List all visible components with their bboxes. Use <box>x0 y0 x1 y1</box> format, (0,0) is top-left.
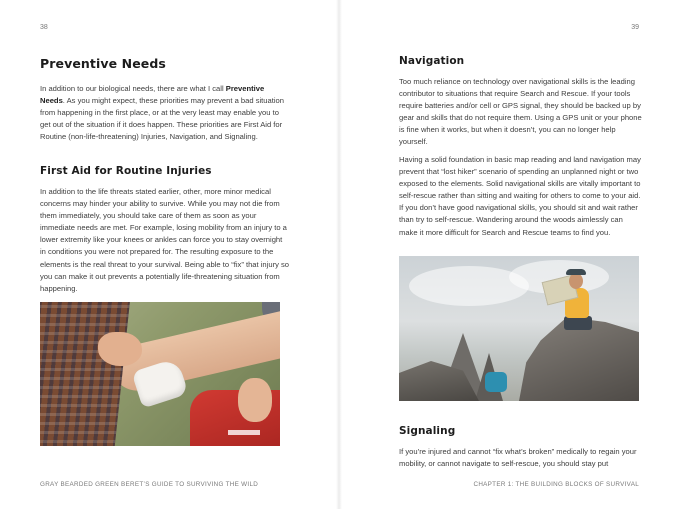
first-aid-photo <box>40 302 280 446</box>
navigation-photo <box>399 256 639 401</box>
page-number-left: 38 <box>40 24 48 31</box>
subsection-title-first-aid: First Aid for Routine Injuries <box>40 165 212 177</box>
navigation-paragraph-2: Having a solid foundation in basic map reading and land navigation may prevent that “lost hiker” scenario of spending an unplanned night or two exposed to the elements. Solid navigational skills are vitally important to self-rescue rather than sitting and waiting for others to come to your aid. If you don’t have good navigational skills, you should sit and wait rather than try to self-rescue. Wandering around the woods aimlessly can make it more difficult for Search and Rescue teams to find you. <box>399 155 641 237</box>
intro-paragraph <box>40 83 290 143</box>
intro-text-end: . As you might expect, these priorities may prevent a bad situation from happening in the first place, or at the very least may enable you to get out of the situation if it does happen. These priorities are First Aid for Routine (non-life-threatening) Injuries, Navigation, and Signaling. <box>40 96 284 142</box>
first-aid-paragraph: In addition to the life threats stated earlier, other, more minor medical concerns may hinder your ability to survive. While you may not die from them immediately, you should take care of them as soon as your immediate needs are met. For example, losing mobility from an injury to a lower extremity like your knees or ankles can force you to stay overnight in conditions you were not prepared for. The resulting exposure to the elements is the real threat to your survival. Being able to “fix” that injury so you can make it out prevents a potentially life-threatening situation from happening. <box>40 187 290 293</box>
page-number-right: 39 <box>631 24 639 31</box>
signaling-paragraph: If you’re injured and cannot “fix what’s broken” medically to regain your mobility, or cannot navigate to self-rescue, you should stay put <box>399 447 637 469</box>
footer-book-title: GRAY BEARDED GREEN BERET’S GUIDE TO SURVIVING THE WILD <box>40 481 259 488</box>
right-page <box>340 0 679 509</box>
section-title: Preventive Needs <box>40 56 166 71</box>
footer-chapter-title: CHAPTER 1: THE BUILDING BLOCKS OF SURVIVAL <box>473 481 639 488</box>
navigation-paragraph-1: Too much reliance on technology over navigational skills is the leading contributor to situations that require Search and Rescue. If your tools require batteries and/or cell or GPS signal, they should be backed up by gear and skills that do not require them. Using a GPS unit or your phone is fine when it works, but when it doesn’t, you can no longer help yourself. <box>399 77 642 147</box>
signaling-title: Signaling <box>399 425 456 437</box>
left-page <box>0 0 339 509</box>
intro-text-start: In addition to our biological needs, there are what I call <box>40 84 226 93</box>
navigation-title: Navigation <box>399 55 465 67</box>
intro-bold-term: Preventive Needs <box>40 84 265 106</box>
